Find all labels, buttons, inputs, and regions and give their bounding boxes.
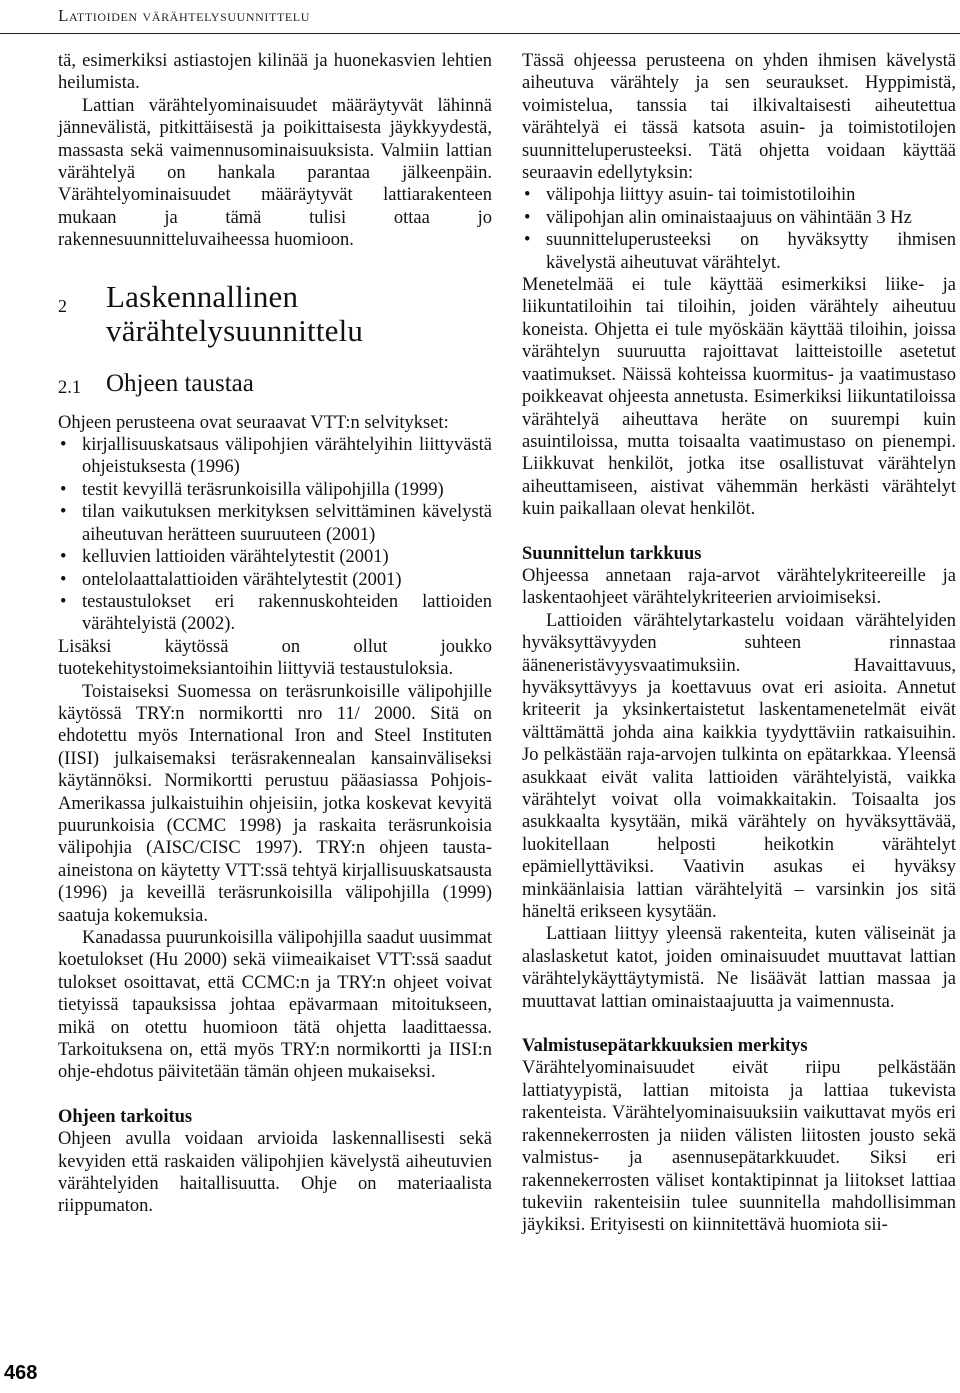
paragraph: tä, esimerkiksi astiastojen kilinää ja huonekasvien lehtien heilumista. bbox=[58, 51, 492, 94]
spacer bbox=[58, 1084, 492, 1106]
chapter-title-line-1: Laskennallinen bbox=[106, 278, 299, 314]
subheading: Valmistusepätarkkuuksien merkitys bbox=[522, 1036, 808, 1057]
section-number: 2.1 bbox=[58, 377, 82, 398]
spacer bbox=[522, 1013, 956, 1035]
list-item: • tilan vaikutuksen merkityksen selvittäminen kävelystä aiheutuvan herätteen suuruuteen (2001) bbox=[58, 501, 492, 546]
list-item: • testit kevyillä teräsrunkoisilla välipohjilla (1999) bbox=[58, 479, 492, 501]
chapter-title-line-2: värähtelysuunnittelu bbox=[106, 312, 364, 348]
paragraph: Toistaiseksi Suomessa on teräsrunkoisille välipohjille käytössä TRY:n normikortti nro 11/ 2000. Sitä on ehdotettu myös International Iron and Steel Instituten (IISI) julkaisemaksi teräsrakennealan kansainväliseksi käytännöksi. Normikortti perustuu pääasiassa Pohjois-Amerikassa julkaistuihin ohjeisiin, jotka koskevat kevyitä puurunkoisia (CCMC 1998) ja raskaita teräsrunkoisia välipohjia (AISC/CISC 1997). TRY:n ohjeen tausta-aineistona on käytetty VTT:ssä tehtyä kirjallisuuskatsausta (1996) ja keveillä teräsrunkoisilla välipohjilla (1999) saatuja kokemuksia. bbox=[58, 681, 492, 926]
paragraph: Lattian värähtelyominaisuudet määräytyvät lähinnä jännevälistä, pitkittäisestä ja poikittaisesta jäykkyydestä, massasta sekä vaimennusominaisuuksista. Valmiin lattian värähtelyä on hankala parantaa jälkeenpäin. Värähtelyominaisuudet määräytyvät lattiarakenteen mukaan ja tämä tulisi ottaa jo rakennesuunnitteluvaiheessa huomioon. bbox=[58, 95, 492, 251]
paragraph: Lattiaan liittyy yleensä rakenteita, kuten väliseinät ja alaslasketut katot, joiden ominaisuudet muuttavat lattian värähtelykäyttäytymistä. Ne lisäävät lattian massaa ja muuttavat lattian ominaistaajuutta ja vaimennusta. bbox=[522, 924, 956, 1012]
paragraph: Kanadassa puurunkoisilla välipohjilla saadut uusimmat koetulokset (Hu 2000) sekä viimeaikaiset VTT:ssä saadut tulokset osoittavat, että CCMC:n ja TRY:n ohjeet voivat tietyissä tapauksissa johtaa epävarmaan mitoitukseen, mikä on otettu huomioon tätä ohjetta laadittaessa. Tarkoituksena on, että myös TRY:n normikortti ja IISI:n ohje-ehdotus päivitetään tämän ohjeen mukaiseksi. bbox=[58, 928, 492, 1083]
list-item: • välipohjan alin ominaistaajuus on vähintään 3 Hz bbox=[522, 207, 956, 229]
paragraph: Tässä ohjeessa perusteena on yhden ihmisen kävelystä aiheutuva värähtely ja sen seuraukset. Hyppimistä, voimistelua, tanssia tai ilkivaltaisesti aiheutettua värähtelyä ei tässä katsota asuin- ja toimistotilojen suunnitteluperusteeksi. Tätä ohjetta voidaan käyttää seuraavin edellytyksin: bbox=[522, 51, 956, 184]
bullet-list bbox=[522, 184, 956, 274]
paragraph: Lisäksi käytössä on ollut joukko tuotekehitystoimeksiantoihin liittyviä testaustuloksia. bbox=[58, 636, 492, 680]
running-head: Lattioiden värähtelysuunnittelu bbox=[58, 6, 310, 25]
chapter-number: 2 bbox=[58, 295, 67, 316]
subheading: Ohjeen tarkoitus bbox=[58, 1106, 193, 1127]
page-number: 468 bbox=[4, 1362, 38, 1384]
paragraph: Ohjeen avulla voidaan arvioida laskennallisesti sekä kevyiden että raskaiden välipohjien kävelystä aiheutuvien värähtelyiden haitallisuutta. Ohje on materiaalista riippumaton. bbox=[58, 1129, 492, 1217]
list-item: • testaustulokset eri rakennuskohteiden lattioiden värähtelyistä (2002). bbox=[58, 591, 492, 636]
paragraph: Lattioiden värähtelytarkastelu voidaan värähtelyiden hyväksyttävyyden suhteen rinnastaa ääneneristävyysvaatimuksiin. Havaittavuus, hyväksyttävyys ja koettavuus ovat eri asioita. Annetut kriteerit ja yksinkertaistetut laskentamenetelmät eivät välttämättä johda aina kaikkia tyydyttäviin ratkaisuihin. Jo pelkästään raja-arvojen tulkinta on epätarkkaa. Yleensä asukkaat eivät valita lattioiden värähtelyistä, vaikka värähtelyt voivat olla voimakkaitakin. Toisaalta jos asukkaalta kysytään, mikä värähtely on hyväksyttävää, luokitellaan helposti heikotkin värähtelyt epämiellyttäviksi. Vaativin asukas ei hyväksy minkäänlaisia lattian värähtelyitä – varsinkin jos sitä häneltä erikseen kysytään. bbox=[522, 610, 956, 923]
paragraph: Ohjeessa annetaan raja-arvot värähtelykriteereille ja laskentaohjeet värähtelykriteerien arvioimiseksi. bbox=[522, 565, 956, 609]
list-item: • kirjallisuuskatsaus välipohjien värähtelyihin liittyvästä ohjeistuksesta (1996) bbox=[58, 434, 492, 479]
list-item: • suunnitteluperusteeksi on hyväksytty ihmisen kävelystä aiheutuvat värähtelyt. bbox=[522, 229, 956, 274]
paragraph: Menetelmää ei tule käyttää esimerkiksi liike- ja liikuntatiloihin tai tiloihin, joiden värähtely aiheutuu koneista. Ohjetta ei tule myöskään käyttää tiloihin, joissa värähtelyn suuruutta rajoittavat laitteistoille asetetut vaatimukset. Näissä kohteissa kuormitus- ja vaatimustaso poikkeavat ohjeesta annetusta. Esimerkiksi liikuntatiloissa värähtelyä aiheuttava heräte on suurempi kuin asuintiloissa, mutta toisaalta vaatimustaso on pienempi. Liikkuvat henkilöt, jotka itse osallistuvat värähtelyn aiheuttamiseen, aistivat vähemmän herkästi värähtelyt kuin paikallaan olevat henkilöt. bbox=[522, 275, 956, 520]
list-item: • ontelolaattalattioiden värähtelytestit (2001) bbox=[58, 569, 492, 591]
list-item: • välipohja liittyy asuin- tai toimistotiloihin bbox=[522, 184, 956, 206]
subheading: Suunnittelun tarkkuus bbox=[522, 543, 702, 564]
section-heading bbox=[58, 370, 492, 402]
header-rule bbox=[0, 33, 960, 34]
right-column bbox=[522, 50, 956, 1237]
chapter-title bbox=[106, 280, 363, 348]
chapter-heading bbox=[58, 280, 492, 348]
paragraph: Värähtelyominaisuudet eivät riipu pelkästään lattiatyypistä, lattian mitoista ja lattiaa tukevista rakenteista. Värähtelyominaisuuksiin vaikuttavat myös eri rakennekerrosten ja niiden välisten liitosten jousto sekä valmistus- ja asennusepätarkkuudet. Siksi eri rakennekerrosten väliset kontaktipinnat ja liitokset lattiaa tukeviin rakenteisiin tulee suunnitella mahdollisimman jäykiksi. Erityisesti on kiinnitettävä huomiota sii- bbox=[522, 1058, 956, 1236]
spacer bbox=[522, 521, 956, 543]
bullet-list bbox=[58, 434, 492, 636]
section-title: Ohjeen taustaa bbox=[106, 369, 254, 397]
list-item: • kelluvien lattioiden värähtelytestit (2001) bbox=[58, 546, 492, 568]
left-column bbox=[58, 50, 492, 1218]
paragraph: Ohjeen perusteena ovat seuraavat VTT:n selvitykset: bbox=[58, 412, 449, 433]
